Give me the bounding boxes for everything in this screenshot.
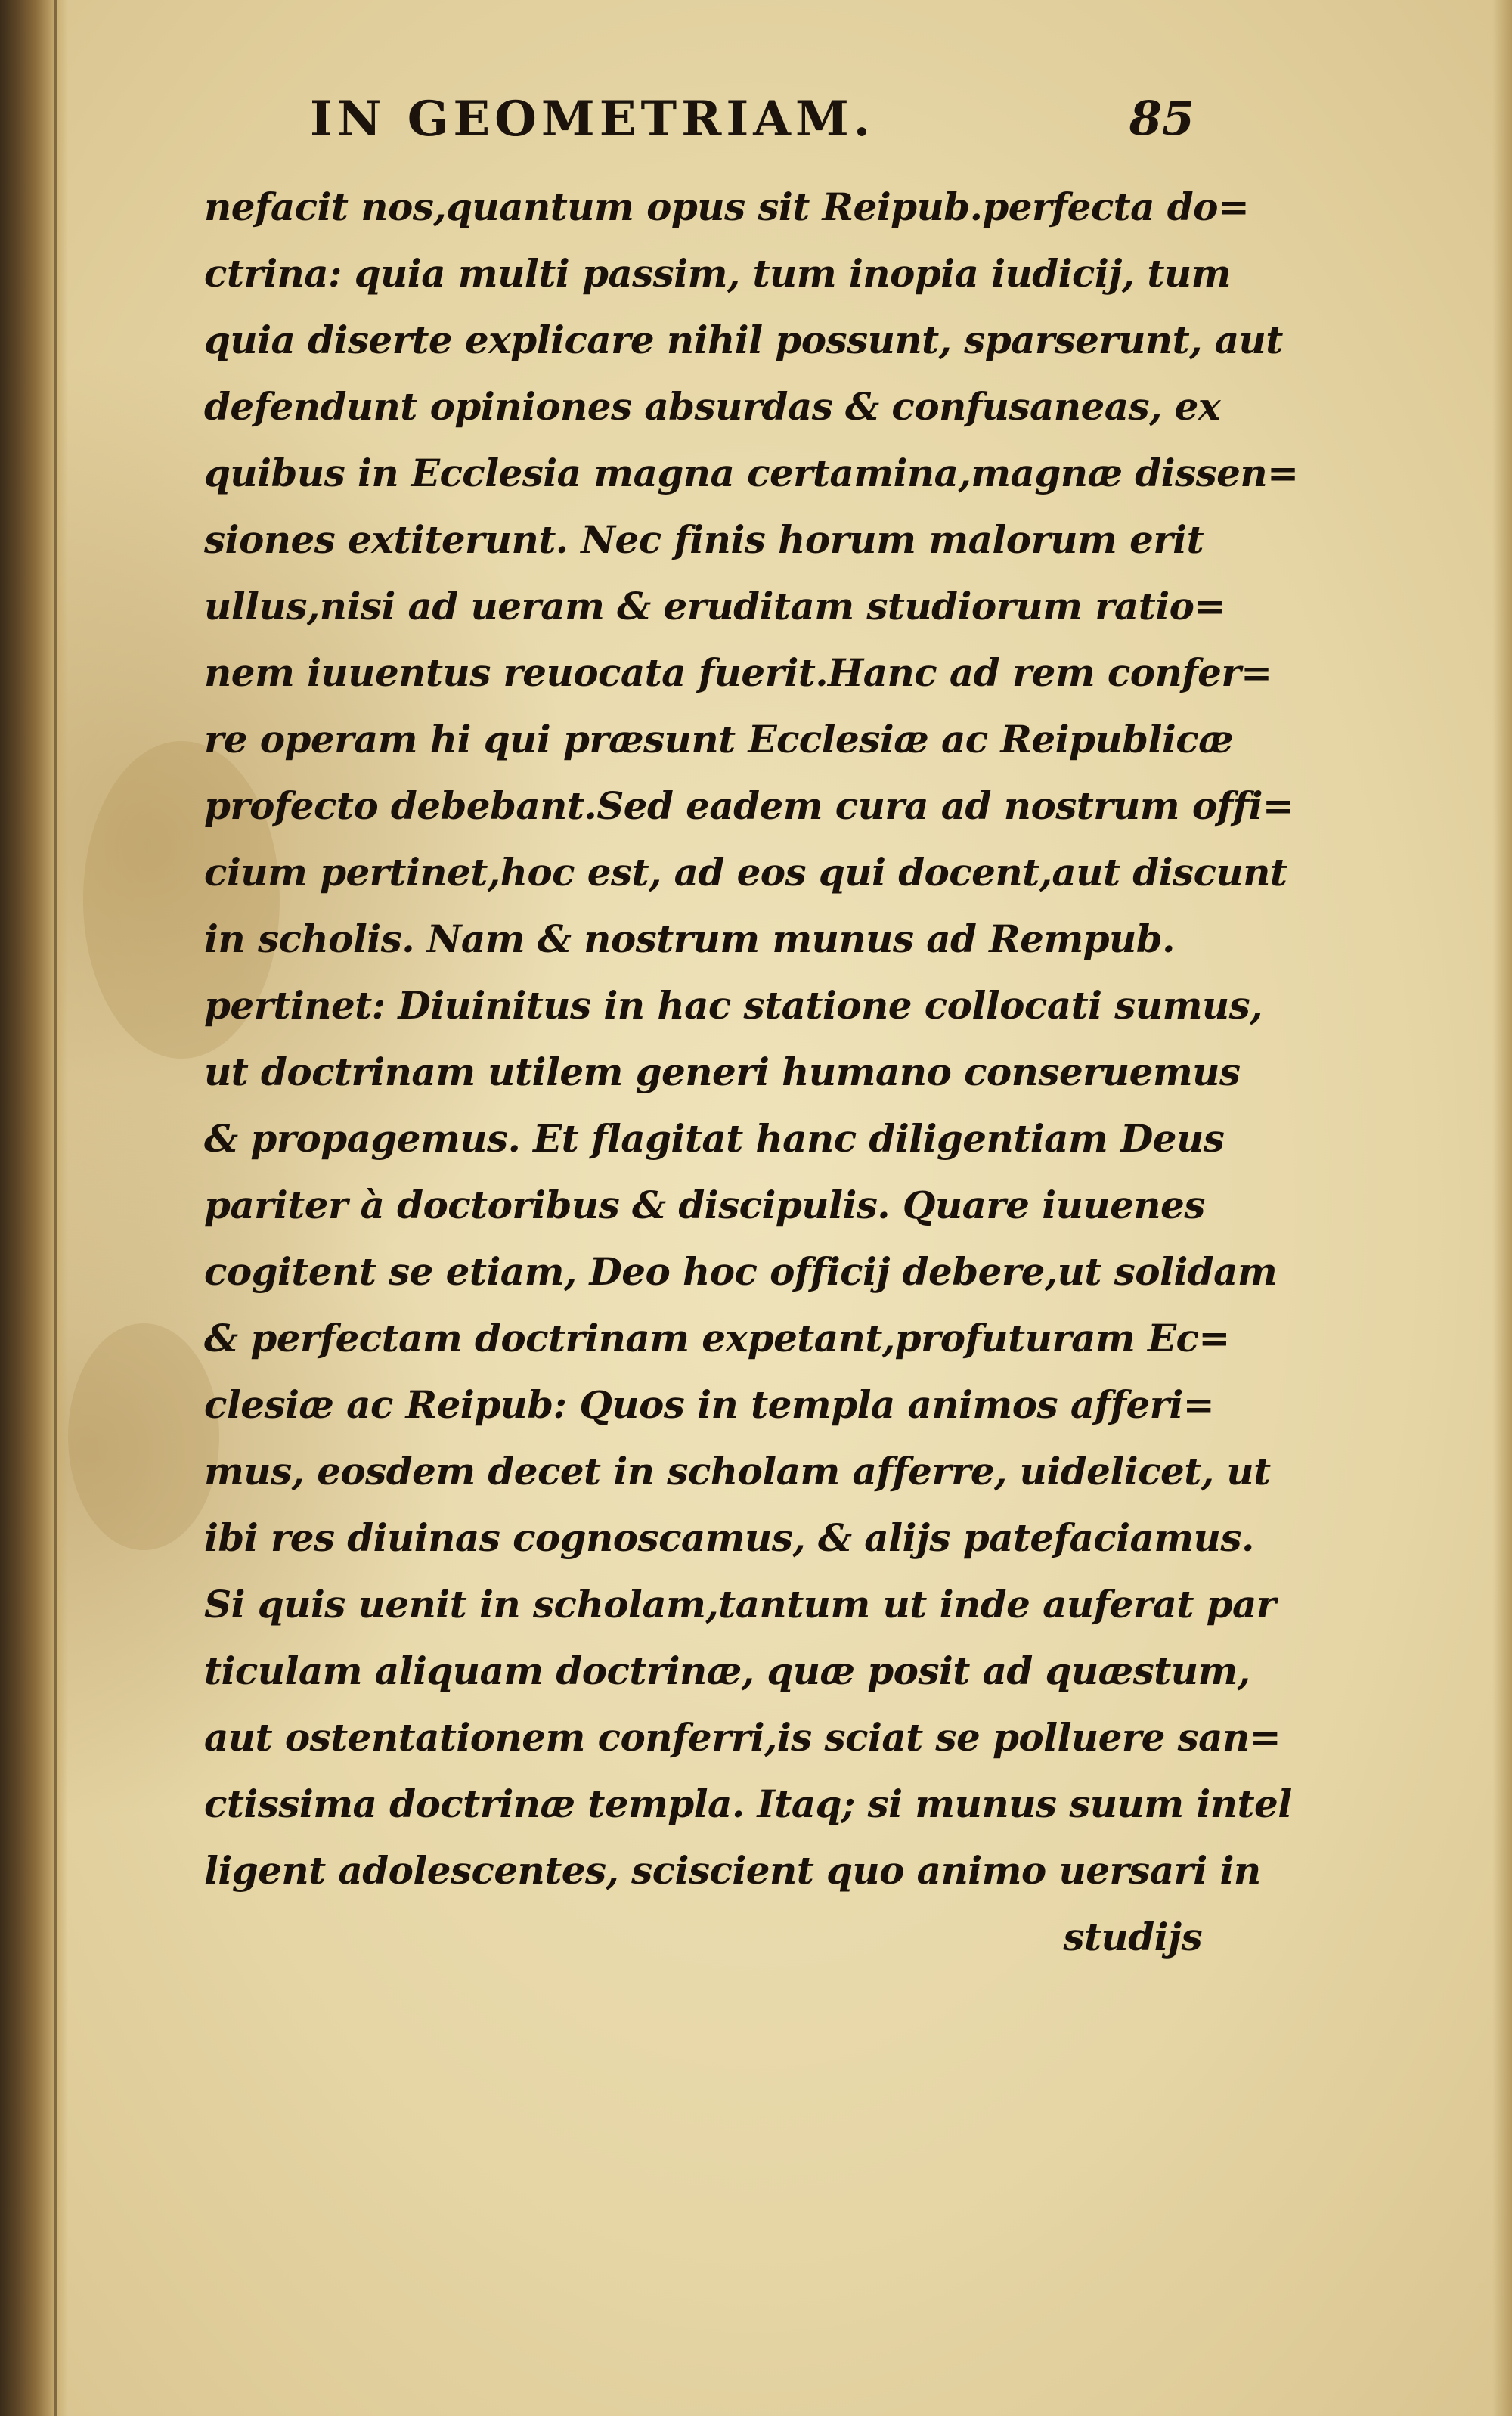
text-line: cogitent se etiam, Deo hoc officij debere,ut solidam	[204, 1249, 1278, 1294]
text-line: defendunt opiniones absurdas & confusaneas, ex	[204, 384, 1221, 429]
text-line: ullus,nisi ad ueram & eruditam studiorum ratio=	[204, 584, 1225, 628]
text-line: pariter à doctoribus & discipulis. Quare iuuenes	[204, 1183, 1205, 1227]
water-stain	[68, 1323, 219, 1550]
text-line: in scholis. Nam & nostrum munus ad Rempub.	[204, 916, 1175, 961]
catchword: studijs	[1063, 1915, 1202, 1959]
text-line: ut doctrinam utilem generi humano conseruemus	[204, 1050, 1241, 1094]
text-line: aut ostentationem conferri,is sciat se polluere san=	[204, 1715, 1281, 1760]
text-line: quia diserte explicare nihil possunt, sparserunt, aut	[204, 318, 1283, 362]
text-line: ticulam aliquam doctrinæ, quæ posit ad quæstum,	[204, 1648, 1250, 1693]
page-edge	[1492, 0, 1512, 2416]
text-line: mus, eosdem decet in scholam afferre, uidelicet, ut	[204, 1449, 1271, 1493]
text-line: nem iuuentus reuocata fuerit.Hanc ad rem confer=	[204, 650, 1272, 695]
text-line: re operam hi qui præsunt Ecclesiæ ac Reipublicæ	[204, 717, 1234, 761]
page-number: 85	[1129, 91, 1194, 146]
text-line: quibus in Ecclesia magna certamina,magnæ dissen=	[204, 451, 1299, 495]
page-header	[204, 91, 1202, 166]
running-head: IN GEOMETRIAM.	[310, 91, 875, 147]
binding-gutter	[0, 0, 68, 2416]
gutter-shadow-line	[54, 0, 57, 2416]
text-line: profecto debebant.Sed eadem cura ad nostrum offi=	[204, 783, 1294, 828]
text-line: nefacit nos,quantum opus sit Reipub.perfecta do=	[204, 185, 1250, 229]
text-line: Si quis uenit in scholam,tantum ut inde auferat par	[204, 1582, 1276, 1627]
body-text	[204, 174, 1299, 1971]
text-line: & perfectam doctrinam expetant,profuturam Ec=	[204, 1316, 1230, 1360]
text-line: cium pertinet,hoc est, ad eos qui docent,aut discunt	[204, 850, 1287, 895]
text-line: ligent adolescentes, sciscient quo animo uersari in	[204, 1848, 1261, 1893]
text-line: siones extiterunt. Nec finis horum malorum erit	[204, 517, 1204, 562]
text-line: ibi res diuinas cognoscamus, & alijs patefaciamus.	[204, 1515, 1254, 1560]
text-line: clesiæ ac Reipub: Quos in templa animos afferi=	[204, 1382, 1215, 1427]
text-line: ctissima doctrinæ templa. Itaq; si munus suum intel	[204, 1782, 1292, 1826]
text-line: & propagemus. Et flagitat hanc diligentiam Deus	[204, 1116, 1225, 1161]
text-line: ctrina: quia multi passim, tum inopia iudicij, tum	[204, 251, 1231, 296]
text-line: pertinet: Diuinitus in hac statione collocati sumus,	[204, 983, 1263, 1028]
